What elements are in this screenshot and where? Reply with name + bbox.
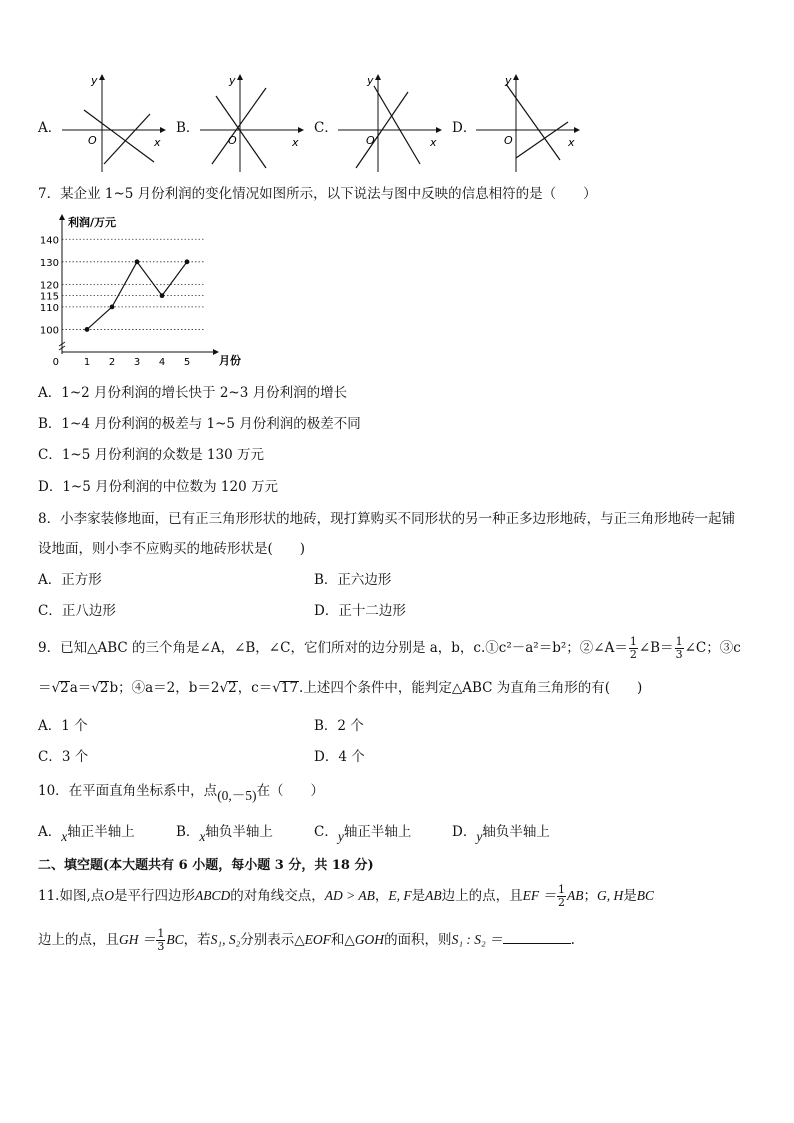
x-tick-label: 3 — [133, 357, 141, 366]
origin-label: O — [88, 134, 97, 147]
q10-stem: 10．在平面直角坐标系中，点(0,－5)在（ ） — [38, 783, 325, 803]
y-axis-label: y — [367, 74, 374, 87]
q9-text-1: 9．已知△ABC 的三个角是∠A，∠B，∠C，它们所对的边分别是 a，b，c.①c²－a²＝b²；②∠A＝ — [38, 640, 628, 656]
q6-graph-d — [472, 72, 582, 172]
x-axis-label: x — [154, 136, 161, 149]
q8-option-b: B．正六边形 — [314, 572, 392, 588]
section-heading-fill-in-blank: 二、填空题(本大题共有 6 小题，每小题 3 分，共 18 分) — [38, 858, 374, 873]
x-axis-label: x — [292, 136, 299, 149]
data-point — [160, 293, 165, 298]
x-tick-label: 1 — [83, 357, 91, 366]
y-axis-label: y — [229, 74, 236, 87]
q7-option-a: A．1~2 月份利润的增长快于 2~3 月份利润的增长 — [38, 385, 348, 401]
q8-stem-line1: 8．小李家装修地面，已有正三角形形状的地砖，现打算购买不同形状的另一种正多边形地砖，与正三角形地砖一起铺 — [38, 511, 736, 527]
origin-label: O — [366, 134, 375, 147]
q8-option-a: A．正方形 — [38, 572, 102, 588]
q7-option-d: D．1~5 月份利润的中位数为 120 万元 — [38, 479, 278, 495]
q9-text-3: ∠C；③c — [684, 640, 741, 656]
y-tick-label: 100 — [39, 325, 59, 337]
q7-option-c: C．1~5 月份利润的众数是 130 万元 — [38, 447, 264, 463]
sqrt-2: 2 — [99, 680, 109, 696]
data-point — [185, 259, 190, 264]
x-tick-label: 5 — [183, 357, 191, 366]
q6-option-a-letter: A． — [38, 120, 62, 136]
q9-option-b: B．2 个 — [314, 718, 364, 734]
answer-blank[interactable] — [503, 931, 571, 944]
sqrt-2: 2 — [60, 680, 69, 696]
q6-option-c-letter: C． — [314, 120, 338, 136]
fraction-one-third: $\frac{1}{3}$ — [675, 635, 683, 661]
q10-option-a: A．x轴正半轴上 — [38, 824, 135, 844]
q9-line2: ＝√2a＝√2b；④a＝2，b＝2√2，c＝√17.上述四个条件中，能判定△ABC 为直角三角形的有( ) — [38, 680, 643, 696]
x-axis-title: 月份 — [219, 354, 241, 366]
origin-label: 0 — [52, 357, 59, 366]
y-tick-label: 140 — [39, 235, 59, 247]
fraction-one-half: $\frac{1}{2}$ — [629, 635, 637, 661]
sqrt-17: 17 — [280, 680, 299, 696]
q8-option-d: D．正十二边形 — [314, 603, 406, 619]
q11-line2: 边上的点，且GH ＝ $\frac{1}{3}$ BC，若S₁, S₂分别表示△EOF和△GOH的面积，则S₁ : S₂ ＝ . — [38, 927, 575, 953]
x-tick-label: 2 — [108, 357, 116, 366]
fraction-one-third: $\frac{1}{3}$ — [157, 927, 165, 953]
x-axis-label: x — [430, 136, 437, 149]
q9-line1 — [38, 634, 741, 662]
y-axis-arrow — [59, 214, 65, 220]
q9-option-a: A．1 个 — [38, 718, 88, 734]
q7-stem: 7．某企业 1~5 月份利润的变化情况如图所示，以下说法与图中反映的信息相符的是（ ） — [38, 186, 597, 202]
q7-profit-line-chart — [34, 214, 254, 366]
x-axis-label: x — [568, 136, 575, 149]
q8-option-c: C．正八边形 — [38, 603, 116, 619]
origin-label: O — [228, 134, 237, 147]
q7-option-b: B．1~4 月份利润的极差与 1~5 月份利润的极差不同 — [38, 416, 361, 432]
y-axis-label: y — [505, 74, 512, 87]
q11-line1: 11.如图,点O是平行四边形ABCD的对角线交点，AD > AB，E, F是AB边上的点，且EF ＝ $\frac{1}{2}$ AB；G, H是BC — [38, 883, 655, 909]
q9-option-d: D．4 个 — [314, 749, 365, 765]
sqrt-2: 2 — [228, 680, 237, 696]
q6-graph-c — [334, 72, 444, 172]
origin-label: O — [504, 134, 513, 147]
q10-option-c: C．y轴正半轴上 — [314, 824, 412, 844]
data-point — [110, 305, 115, 310]
y-tick-label: 130 — [39, 257, 59, 269]
fraction-one-half: $\frac{1}{2}$ — [558, 883, 565, 909]
q10-option-d: D．y轴负半轴上 — [452, 824, 550, 844]
q9-option-c: C．3 个 — [38, 749, 89, 765]
y-tick-label: 115 — [39, 291, 59, 303]
data-point — [85, 327, 90, 332]
q9-text-2: ∠B＝ — [638, 640, 674, 656]
data-point — [135, 259, 140, 264]
y-axis-label: y — [91, 74, 98, 87]
q6-option-b-letter: B． — [176, 120, 200, 136]
q6-option-d-letter: D． — [452, 120, 477, 136]
y-tick-label: 120 — [39, 280, 59, 292]
q6-graph-a — [58, 72, 168, 172]
x-tick-label: 4 — [158, 357, 166, 366]
y-axis-title: 利润/万元 — [68, 216, 117, 229]
q8-stem-line2: 设地面，则小李不应购买的地砖形状是( ) — [38, 541, 306, 557]
y-tick-label: 110 — [39, 302, 59, 314]
point-coordinates: (0,－5) — [217, 788, 257, 803]
q10-option-b: B．x轴负半轴上 — [176, 824, 273, 844]
q6-graph-b — [196, 72, 306, 172]
